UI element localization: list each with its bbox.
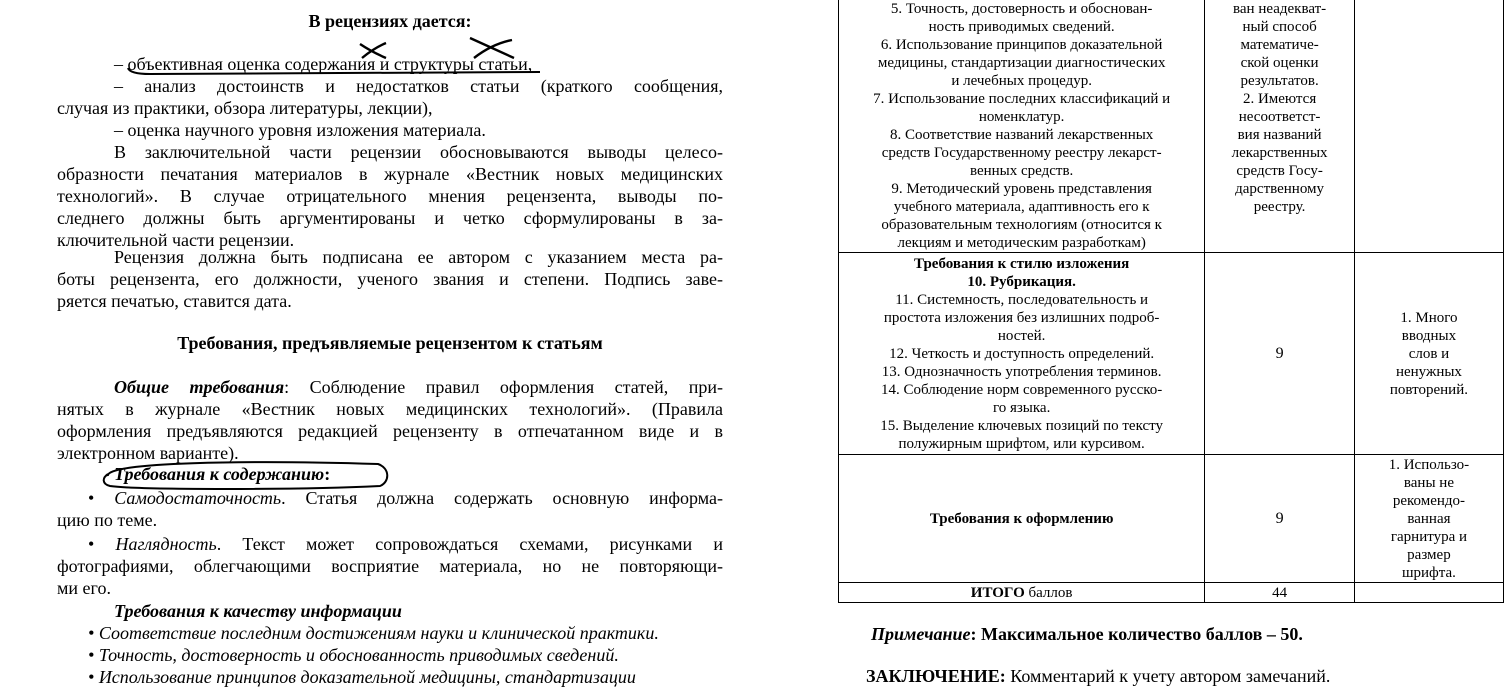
cell-line: ванная bbox=[1407, 510, 1451, 527]
cell-line: венных средств. bbox=[969, 163, 1074, 179]
cell-line: ностей. bbox=[997, 327, 1046, 344]
cell-line: медицины, стандартизации диагностических bbox=[877, 55, 1166, 71]
table-cell bbox=[839, 253, 1205, 455]
cell-line: 14. Соблюдение норм современного русско- bbox=[881, 381, 1163, 398]
cell-line: 6. Использование принципов доказательной bbox=[880, 37, 1163, 53]
cell-line: повторений. bbox=[1389, 381, 1468, 398]
score-cell: 9 bbox=[1205, 455, 1355, 583]
cell-line: математиче- bbox=[1240, 37, 1319, 53]
paragraph-line: технологий». В случае отрицательного мнения рецензента, выводы по- bbox=[57, 186, 723, 206]
paragraph-line: оформления предъявляются редакцией рецензенту в отпечатанном виде и в bbox=[57, 421, 723, 441]
cell-line: го языка. bbox=[992, 399, 1051, 416]
table-row bbox=[839, 253, 1504, 455]
paragraph-line: следнего должны быть аргументированы и четко сформулированы в за- bbox=[57, 208, 723, 228]
table-cell bbox=[1205, 0, 1355, 253]
general-text: : Соблюдение правил оформления статей, при- bbox=[284, 377, 723, 397]
cell-line: результатов. bbox=[1240, 73, 1319, 89]
quality-item: • Использование принципов доказательной медицины, стандартизации bbox=[88, 667, 636, 687]
cell-line: 10. Рубрикация. bbox=[967, 273, 1076, 290]
cell-line: номенклатур. bbox=[978, 109, 1065, 125]
paragraph-line: фотографиями, облегчающими восприятие материала, но не повторяющи- bbox=[57, 556, 723, 576]
cell-line: 1. Много bbox=[1400, 309, 1458, 326]
cell-line: образовательным технологиям (относится к bbox=[881, 217, 1162, 233]
cell-line: 8. Соответствие названий лекарственных bbox=[889, 127, 1154, 143]
list-item: – оценка научного уровня изложения материала. bbox=[114, 120, 486, 140]
cell-line: вия названий bbox=[1237, 127, 1322, 143]
cell-line: ность приводимых сведений. bbox=[928, 19, 1115, 35]
paragraph-line: ми его. bbox=[57, 578, 111, 598]
cell-line: рекомендо- bbox=[1392, 492, 1466, 509]
cell-line: 12. Четкость и доступность определений. bbox=[889, 345, 1155, 362]
cell-line: 7. Использование последних классификаций и bbox=[873, 91, 1171, 107]
criteria-list bbox=[841, 0, 1202, 252]
criteria-list bbox=[841, 291, 1202, 453]
remarks-list bbox=[1357, 456, 1501, 582]
list-item: случая из практики, обзора литературы, лекции), bbox=[57, 98, 433, 118]
paragraph-line: нятых в журнале «Вестник новых медицинских технологий». (Правила bbox=[57, 399, 723, 419]
cell-line: учебного материала, адаптивность его к bbox=[893, 199, 1150, 215]
cell-line: слов и bbox=[1408, 345, 1450, 362]
cell-line: реестру. bbox=[1253, 199, 1306, 215]
cell-line: и лечебных процедур. bbox=[951, 73, 1092, 89]
conclusion-label: ЗАКЛЮЧЕНИЕ: bbox=[866, 666, 1006, 686]
cell-line: лекциям и методическим разработкам) bbox=[897, 235, 1146, 251]
cell-line: 11. Системность, последовательность и bbox=[895, 291, 1149, 308]
cell-line: 5. Точность, достоверность и обоснован- bbox=[890, 1, 1153, 17]
cell-line: шрифта. bbox=[1401, 564, 1456, 581]
general-requirements-line bbox=[114, 376, 723, 398]
remarks-list bbox=[1207, 0, 1352, 216]
cell-line: полужирным шрифтом, или курсивом. bbox=[898, 435, 1145, 452]
quality-item: • Точность, достоверность и обоснованность приводимых сведений. bbox=[88, 645, 619, 665]
paragraph-line: цию по теме. bbox=[57, 510, 158, 530]
cell-line: 1. Использо- bbox=[1388, 456, 1470, 473]
table-cell bbox=[1354, 253, 1503, 455]
cell-line: ненужных bbox=[1395, 363, 1462, 380]
total-row bbox=[839, 583, 1504, 603]
general-label: Общие требования bbox=[114, 377, 285, 397]
format-requirements-cell: Требования к оформлению bbox=[839, 455, 1205, 583]
cell-line: ван неадекват- bbox=[1233, 1, 1327, 17]
style-requirements-title bbox=[841, 255, 1202, 291]
cell-line: гарнитура и bbox=[1390, 528, 1468, 545]
cell-line: 2. Имеются bbox=[1242, 91, 1317, 107]
cell-line: простота изложения без излишних подроб- bbox=[883, 309, 1160, 326]
remarks-list bbox=[1357, 309, 1501, 399]
cell-line: 13. Однозначность употребления терминов. bbox=[881, 363, 1162, 380]
cell-line: ваны не bbox=[1403, 474, 1454, 491]
cell-line: лекарственных bbox=[1231, 145, 1328, 161]
table-cell bbox=[1354, 0, 1503, 253]
paragraph-line: ключительной части рецензии. bbox=[57, 230, 295, 250]
cell-line: Требования к стилю изложения bbox=[914, 255, 1130, 272]
bullet-item: • Самодостаточность. Статья должна содержать основную информа- bbox=[88, 488, 723, 508]
review-score-table bbox=[838, 0, 1504, 603]
cell-line: вводных bbox=[1401, 327, 1457, 344]
conclusion-line bbox=[866, 665, 1330, 687]
reviews-heading: В рецензиях дается: bbox=[308, 11, 472, 31]
quality-item: • Соответствие последним достижениям науки и клинической практики. bbox=[88, 623, 659, 643]
cell-line: ный способ bbox=[1242, 19, 1317, 35]
cell-line: 15. Выделение ключевых позиций по тексту bbox=[880, 417, 1164, 434]
paragraph-line: боты рецензента, его должности, ученого звания и степени. Подпись заве- bbox=[57, 269, 723, 289]
note-line bbox=[871, 623, 1303, 645]
list-item: – анализ достоинств и недостатков статьи (краткого сообщения, bbox=[114, 76, 723, 96]
list-item: – объективная оценка содержания и структуры статьи, bbox=[114, 54, 533, 74]
table-cell bbox=[1354, 583, 1503, 603]
quality-title: Требования к качеству информации bbox=[114, 601, 402, 621]
table-row bbox=[839, 455, 1504, 583]
total-score-cell: 44 bbox=[1205, 583, 1355, 603]
cell-line: средств Государственному реестру лекарст- bbox=[881, 145, 1162, 161]
table-row bbox=[839, 0, 1504, 253]
paragraph-line: Рецензия должна быть подписана ее автором с указанием места ра- bbox=[114, 247, 723, 267]
note-label: Примечание bbox=[871, 624, 971, 644]
cell-line: несоответст- bbox=[1238, 109, 1321, 125]
bullet-item: • Наглядность. Текст может сопровождаться схемами, рисунками и bbox=[88, 534, 723, 554]
content-requirements-title: Требования к содержанию: bbox=[114, 464, 331, 484]
total-label-cell: ИТОГО баллов bbox=[839, 583, 1205, 603]
paragraph-line: электронном варианте). bbox=[57, 443, 239, 463]
cell-line: размер bbox=[1407, 546, 1451, 563]
paragraph-line: образности печатания материалов в журнале «Вестник новых медицинских bbox=[57, 164, 723, 184]
conclusion-text: Комментарий к учету автором замечаний. bbox=[1010, 666, 1331, 686]
table-cell bbox=[839, 0, 1205, 253]
section-title: Требования, предъявляемые рецензентом к статьям bbox=[177, 333, 603, 353]
note-text: : Максимальное количество баллов – 50. bbox=[970, 624, 1303, 644]
cell-line: ской оценки bbox=[1240, 55, 1319, 71]
paragraph-line: В заключительной части рецензии обосновываются выводы целесо- bbox=[114, 142, 723, 162]
score-cell: 9 bbox=[1205, 253, 1355, 455]
table-cell bbox=[1354, 455, 1503, 583]
cell-line: средств Госу- bbox=[1236, 163, 1323, 179]
cell-line: 9. Методический уровень представления bbox=[891, 181, 1152, 197]
cell-line: дарственному bbox=[1235, 181, 1325, 197]
paragraph-line: ряется печатью, ставится дата. bbox=[57, 291, 292, 311]
